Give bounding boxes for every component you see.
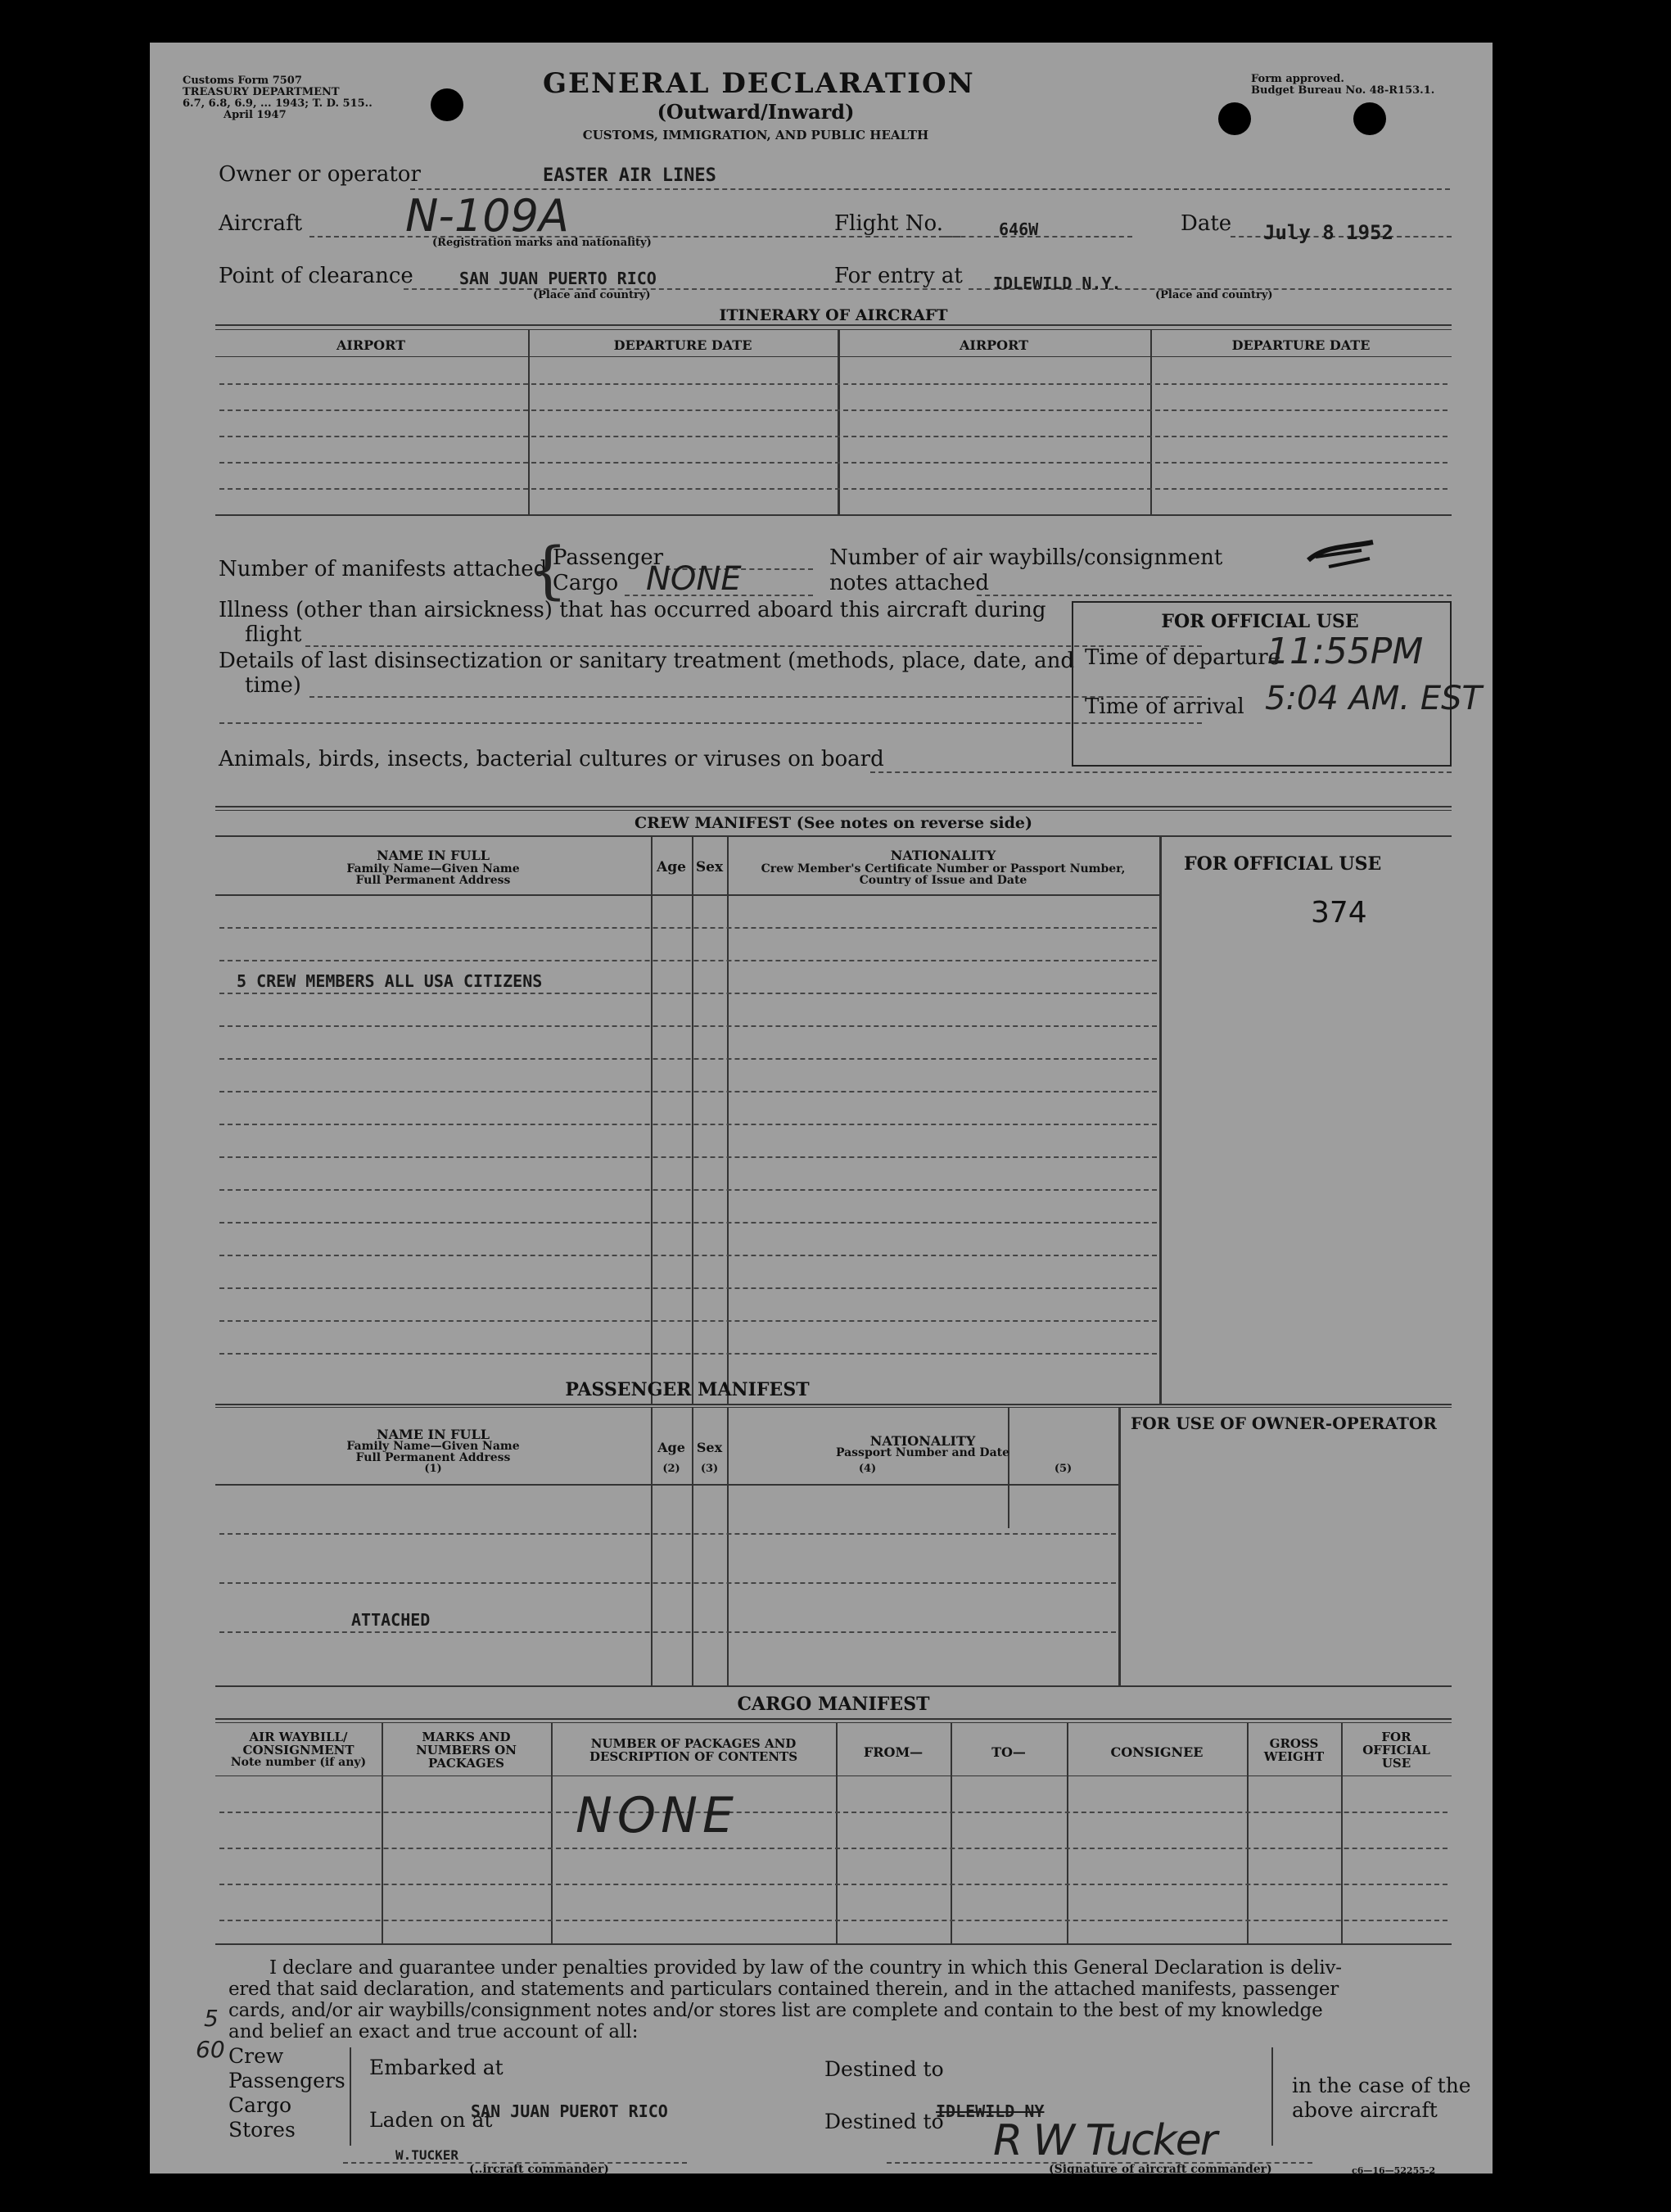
crew-col-name-1: NAME IN FULL [376,848,490,863]
destined-to-2: Destined to [824,2110,944,2133]
case-line1: in the case of the [1292,2074,1471,2097]
passenger-count-mark: 60 [196,2036,225,2063]
waybills-struck-value [1304,534,1378,575]
entry-caption: (Place and country) [1155,289,1273,301]
passenger-col-name-1: NAME IN FULL [376,1427,490,1442]
general-declaration-form [150,43,1493,2174]
cargo-col-packages-2: DESCRIPTION OF CONTENTS [589,1749,798,1764]
passenger-manifest-label: Passenger [553,545,664,570]
passenger-entry: ATTACHED [351,1610,431,1630]
form-title: GENERAL DECLARATION [543,67,975,100]
arrival-time-label: Time of arrival [1085,694,1244,719]
destined-value: IDLEWILD NY [936,2101,1045,2121]
aircraft-caption: (Registration marks and nationality) [432,237,652,249]
passenger-col-age-number: (2) [662,1463,680,1475]
passenger-col-nationality-number: (4) [858,1463,877,1475]
cargo-manifest-value: NONE [646,560,742,598]
embarked-label: Embarked at [369,2056,504,2079]
waybills-label: Number of air waybills/consignment [829,545,1223,570]
aircraft-registration: N-109A [405,190,569,242]
cargo-manifest-title: CARGO MANIFEST [737,1694,930,1715]
decl-crew: Crew [228,2044,284,2068]
form-department: TREASURY DEPARTMENT [183,86,340,98]
crew-count-mark: 5 [204,2005,219,2032]
disinsect-label-line1: Details of last disinsectization or sanitary treatment (methods, place, date, and [219,649,1075,673]
itinerary-col-airport-2: AIRPORT [959,337,1029,353]
clearance-value: SAN JUAN PUERTO RICO [459,269,657,288]
passenger-col-nationality-2: Passport Number and Date [835,1446,1010,1459]
passenger-col-sex-number: (3) [700,1463,719,1475]
decl-left-brace [350,2047,351,2146]
animals-label: Animals, birds, insects, bacterial cultures or viruses on board [219,747,884,771]
passenger-col-age: Age [657,1440,685,1455]
print-code: c6—16—52255-2 [1352,2165,1436,2176]
manifests-count-label: Number of manifests attached [219,557,548,581]
declaration-line1: I declare and guarantee under penalties provided by law of the country in which this General Declaration is deliv- [269,1957,1342,1979]
owner-value: EASTER AIR LINES [543,165,716,186]
crew-entry: 5 CREW MEMBERS ALL USA CITIZENS [237,971,543,991]
passenger-col-sex: Sex [696,1440,723,1455]
owner-operator-use: FOR USE OF OWNER-OPERATOR [1131,1414,1437,1433]
form-subtitle: (Outward/Inward) [657,100,855,124]
laden-value: SAN JUAN PUEROT RICO [471,2101,668,2121]
itinerary-col-airport-1: AIRPORT [336,337,406,353]
decl-right-brace [1271,2047,1273,2146]
budget-bureau-number: Budget Bureau No. 48-R153.1. [1251,84,1435,97]
cargo-col-gross-1: GROSS [1269,1736,1319,1751]
passenger-manifest-title: PASSENGER MANIFEST [565,1379,810,1400]
aircraft-label: Aircraft [219,211,303,236]
destined-to-1: Destined to [824,2057,944,2081]
case-line2: above aircraft [1292,2098,1438,2122]
disinsect-label-line2: time) [245,673,301,698]
punch-hole-left [431,88,463,121]
crew-col-nationality-1: NATIONALITY [890,848,996,863]
passenger-col-name-number: (1) [424,1463,442,1475]
cargo-col-marks-1: MARKS AND [422,1730,511,1744]
cargo-col-waybill-2: CONSIGNMENT [242,1743,355,1757]
passenger-col-name-3: Full Permanent Address [355,1451,511,1464]
passenger-col-5-number: (5) [1054,1463,1073,1475]
cargo-col-from: FROM— [863,1744,924,1760]
clearance-label: Point of clearance [219,264,413,288]
commander-signature: R W Tucker [993,2116,1217,2165]
cargo-col-marks-3: PACKAGES [428,1756,504,1771]
departure-time-label: Time of departure [1085,645,1281,670]
cargo-col-waybill-3: Note number (if any) [230,1756,367,1769]
date-label: Date [1181,211,1232,236]
form-approved: Form approved. [1251,73,1344,85]
commander-name: W.TUCKER [395,2147,459,2163]
cargo-col-to: TO— [991,1744,1026,1760]
form-date: April 1947 [224,109,287,121]
cargo-col-official-3: USE [1381,1756,1411,1771]
crew-col-sex: Sex [695,859,724,875]
punch-hole-center-right [1218,102,1251,135]
decl-cargo: Cargo [228,2093,292,2117]
decl-stores: Stores [228,2118,296,2142]
itinerary-title: ITINERARY OF AIRCRAFT [719,306,948,324]
clearance-caption: (Place and country) [533,289,651,301]
official-use-title: FOR OFFICIAL USE [1161,611,1359,632]
form-agencies: CUSTOMS, IMMIGRATION, AND PUBLIC HEALTH [582,128,929,142]
cargo-col-waybill-1: AIR WAYBILL/ [249,1730,348,1744]
crew-manifest-title: CREW MANIFEST (See notes on reverse side) [634,814,1032,832]
manifests-brace: { [528,533,568,606]
crew-col-name-2: Family Name—Given Name [346,862,520,875]
crew-col-name-3: Full Permanent Address [355,874,511,887]
waybills-notes-label: notes attached [829,571,990,595]
crew-official-use: FOR OFFICIAL USE [1184,853,1382,875]
itinerary-col-departure-2: DEPARTURE DATE [1231,337,1371,353]
illness-label-line1: Illness (other than airsickness) that has occurred aboard this aircraft during [219,598,1046,622]
form-regulations: 6.7, 6.8, 6.9, ... 1943; T. D. 515.. [183,97,373,110]
crew-col-age: Age [657,859,686,875]
cargo-col-packages-1: NUMBER OF PACKAGES AND [590,1736,797,1751]
decl-passengers: Passengers [228,2069,345,2092]
owner-label: Owner or operator [219,162,421,187]
entry-value: IDLEWILD N.Y. [993,274,1122,293]
cargo-col-official-1: FOR [1381,1730,1411,1744]
laden-label: Laden on at [369,2108,493,2132]
illness-label-line2: flight [245,622,302,647]
cargo-col-official-2: OFFICIAL [1362,1743,1430,1757]
passenger-col-nationality-1: NATIONALITY [869,1433,976,1449]
crew-col-nationality-3: Country of Issue and Date [859,874,1027,887]
arrival-time-value: 5:04 AM. EST [1265,680,1482,717]
form-number: Customs Form 7507 [183,75,302,87]
itinerary-col-departure-1: DEPARTURE DATE [613,337,752,353]
declaration-line2: ered that said declaration, and statements and particulars contained therein, and in the attached manifests, passenger [228,1979,1339,2000]
cargo-entry: NONE [576,1787,738,1844]
crew-official-number: 374 [1311,896,1367,930]
commander-caption: (..ircraft commander) [469,2163,609,2176]
flight-no-value: 646W [999,219,1039,239]
crew-col-nationality-2: Crew Member's Certificate Number or Passport Number, [761,862,1126,875]
declaration-line4: and belief an exact and true account of all: [228,2021,639,2042]
declaration-line3: cards, and/or air waybills/consignment notes and/or stores list are complete and contain to the best of my knowledge [228,2000,1323,2021]
entry-label: For entry at [834,264,963,288]
date-value: July 8 1952 [1263,221,1393,244]
punch-hole-right [1353,102,1386,135]
cargo-col-marks-2: NUMBERS ON [416,1743,517,1757]
cargo-col-gross-2: WEIGHT [1263,1749,1325,1764]
departure-time-value: 11:55PM [1267,631,1424,672]
passenger-col-name-2: Family Name—Given Name [346,1440,520,1453]
cargo-manifest-label: Cargo [553,571,619,595]
flight-no-label: Flight No. [834,211,943,236]
signature-caption: (Signature of aircraft commander) [1049,2163,1272,2176]
cargo-col-consignee: CONSIGNEE [1110,1744,1204,1760]
